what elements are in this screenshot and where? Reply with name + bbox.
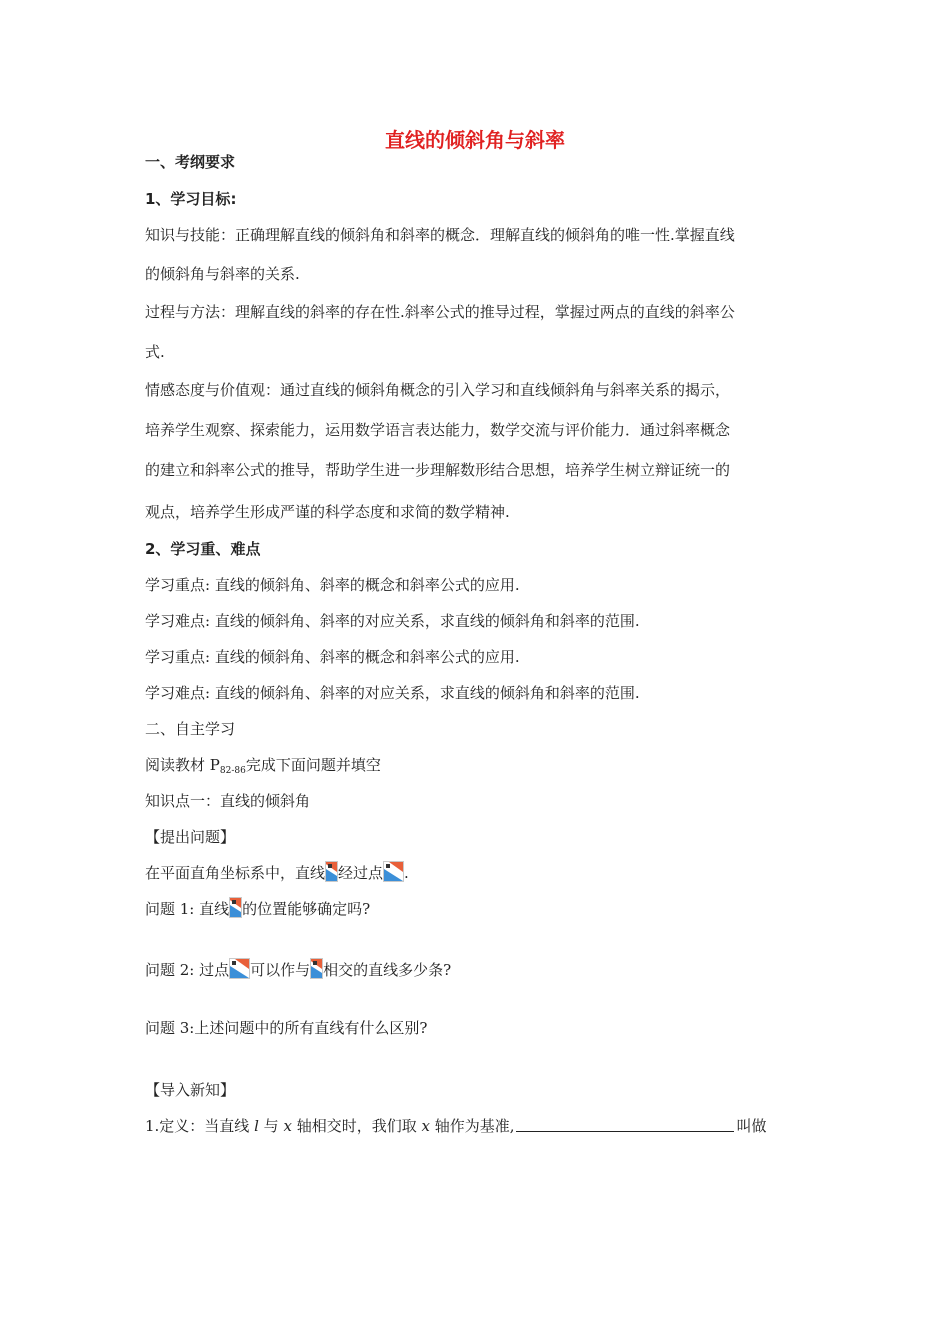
formula-image-icon: [229, 897, 242, 918]
goal-attitude-line4: 观点，培养学生形成严谨的科学态度和求简的数学精神.: [145, 503, 510, 521]
key-point-1: 学习重点: 直线的倾斜角、斜率的概念和斜率公式的应用.: [145, 576, 520, 594]
formula-image-icon: [325, 861, 338, 882]
definition-var-x1: x: [283, 1117, 292, 1135]
question-2-b: 可以作与: [250, 961, 311, 979]
definition-b: 与: [258, 1117, 284, 1135]
question-2: [145, 958, 451, 980]
ask-text-a: 在平面直角坐标系中，直线: [145, 864, 326, 882]
ask-heading: 【提出问题】: [145, 828, 236, 846]
question-3: 问题 3:上述问题中的所有直线有什么区别?: [145, 1019, 428, 1037]
question-1: [145, 897, 370, 919]
new-knowledge-heading: 【导入新知】: [145, 1081, 236, 1099]
goal-attitude-line1: 情感态度与价值观：通过直线的倾斜角概念的引入学习和直线倾斜角与斜率关系的揭示，: [145, 381, 731, 399]
subheading-learning-goals: 1、学习目标:: [145, 190, 237, 208]
reading-suffix: 完成下面问题并填空: [245, 756, 381, 774]
section-heading-self-study: 二、自主学习: [145, 720, 236, 738]
definition-a: 1.定义：当直线: [145, 1117, 255, 1135]
goal-knowledge-line1: 知识与技能：正确理解直线的倾斜角和斜率的概念．理解直线的倾斜角的唯一性.掌握直线: [145, 226, 735, 244]
question-1-a: 问题 1: 直线: [145, 900, 230, 918]
definition-var-x2: x: [421, 1117, 430, 1135]
goal-process-line2: 式.: [145, 343, 165, 361]
goal-attitude-line3: 的建立和斜率公式的推导，帮助学生进一步理解数形结合思想，培养学生树立辩证统一的: [145, 461, 731, 479]
reading-instruction: [145, 755, 381, 781]
section-heading-requirements: 一、考纲要求: [145, 153, 236, 171]
formula-image-icon: [310, 958, 323, 979]
key-point-2: 学习重点: 直线的倾斜角、斜率的概念和斜率公式的应用.: [145, 648, 520, 666]
goal-knowledge-line2: 的倾斜角与斜率的关系.: [145, 265, 300, 283]
ask-text: [145, 861, 409, 883]
difficulty-1: 学习难点: 直线的倾斜角、斜率的对应关系，求直线的倾斜角和斜率的范围.: [145, 612, 640, 630]
subheading-key-points: 2、学习重、难点: [145, 540, 261, 558]
question-2-c: 相交的直线多少条?: [323, 961, 452, 979]
knowledge-point-1: 知识点一：直线的倾斜角: [145, 792, 311, 810]
ask-text-c: .: [404, 864, 409, 882]
definition-e: 叫做: [736, 1117, 767, 1135]
goal-process-line1: 过程与方法：理解直线的斜率的存在性.斜率公式的推导过程，掌握过两点的直线的斜率公: [145, 303, 735, 321]
goal-attitude-line2: 培养学生观察、探索能力，运用数学语言表达能力，数学交流与评价能力．通过斜率概念: [145, 421, 731, 439]
definition-c: 轴相交时，我们取: [291, 1117, 422, 1135]
definition-line: [145, 1116, 767, 1136]
ask-text-b: 经过点: [338, 864, 384, 882]
question-2-a: 问题 2: 过点: [145, 961, 230, 979]
fill-in-blank[interactable]: [516, 1117, 734, 1132]
formula-image-icon: [229, 958, 250, 979]
reading-prefix: 阅读教材 P: [145, 756, 220, 774]
document-title: 直线的倾斜角与斜率: [385, 128, 565, 152]
definition-d: 轴作为基准,: [429, 1117, 515, 1135]
question-1-b: 的位置能够确定吗?: [242, 900, 371, 918]
formula-image-icon: [383, 861, 404, 882]
definition-var-l: l: [254, 1117, 259, 1135]
page-range: 82-86: [219, 766, 246, 776]
difficulty-2: 学习难点: 直线的倾斜角、斜率的对应关系，求直线的倾斜角和斜率的范围.: [145, 684, 640, 702]
